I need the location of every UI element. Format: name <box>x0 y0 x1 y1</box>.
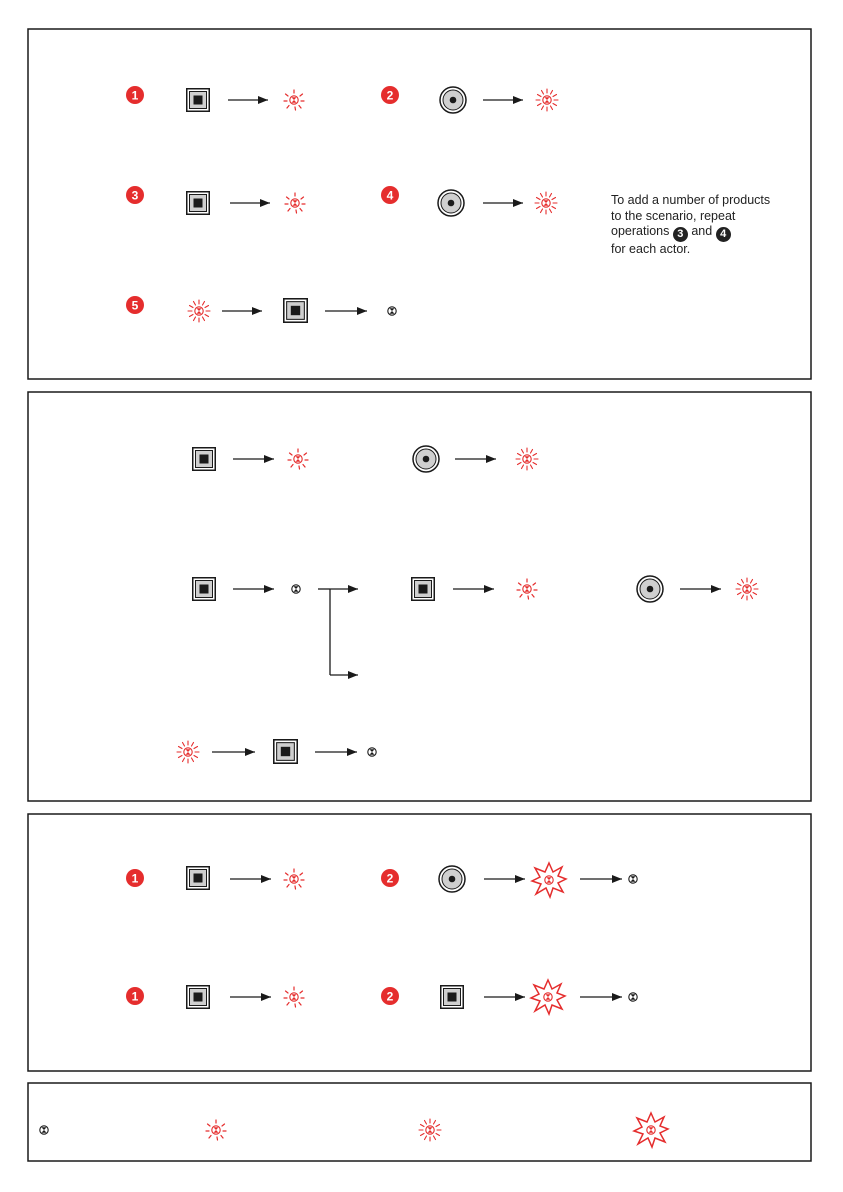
led-blink-slow-icon <box>284 869 304 889</box>
led-off-icon <box>388 307 396 315</box>
square-button-icon[interactable] <box>193 448 216 471</box>
step-badge <box>126 296 144 314</box>
led-blink-slow-icon <box>288 449 308 469</box>
step-badge <box>381 987 399 1005</box>
svg-text:4: 4 <box>386 188 394 203</box>
svg-text:2: 2 <box>386 871 394 886</box>
square-button-icon[interactable] <box>441 986 464 1009</box>
led-blink-fast-icon <box>188 300 210 322</box>
step-badge <box>381 186 399 204</box>
led-blink-slow-icon <box>517 579 537 599</box>
step-2 <box>381 86 558 113</box>
branch-connector <box>318 589 358 675</box>
step-badge <box>126 987 144 1005</box>
square-button-icon[interactable] <box>412 578 435 601</box>
step-badge <box>381 869 399 887</box>
step-badge <box>126 86 144 104</box>
led-blink-fast-icon <box>536 89 558 111</box>
note-line <box>611 224 811 242</box>
led-off-icon <box>629 875 637 883</box>
svg-text:2: 2 <box>386 989 394 1004</box>
round-button-icon[interactable] <box>637 576 663 602</box>
led-off-icon <box>368 748 376 756</box>
led-alarm-icon <box>532 863 566 897</box>
square-button-icon[interactable] <box>187 986 210 1009</box>
led-blink-fast-icon <box>736 578 758 600</box>
note-line: To add a number of products <box>611 193 771 207</box>
svg-text:3: 3 <box>131 188 139 203</box>
led-blink-fast-icon <box>419 1119 441 1141</box>
note-text: and <box>691 224 713 238</box>
square-button-icon[interactable] <box>274 740 297 763</box>
square-button-icon[interactable] <box>284 299 307 322</box>
round-button-icon[interactable] <box>413 446 439 472</box>
svg-text:1: 1 <box>131 989 139 1004</box>
step-badge <box>126 869 144 887</box>
square-button-icon[interactable] <box>187 192 210 215</box>
instruction-note <box>611 193 811 258</box>
led-off-icon <box>40 1126 48 1134</box>
square-button-icon[interactable] <box>187 867 210 890</box>
round-button-icon[interactable] <box>440 87 466 113</box>
step-5 <box>126 296 396 322</box>
panel-2 <box>28 392 811 801</box>
square-button-icon[interactable] <box>193 578 216 601</box>
led-blink-fast-icon <box>177 741 199 763</box>
legend-panel <box>28 1083 811 1161</box>
legend-frame <box>28 1083 811 1161</box>
led-off-icon <box>629 993 637 1001</box>
led-blink-slow-icon <box>206 1120 226 1140</box>
note-text: operations <box>611 224 670 238</box>
step-3 <box>126 186 305 214</box>
note-line: for each actor. <box>611 242 691 256</box>
led-blink-fast-icon <box>535 192 557 214</box>
svg-text:1: 1 <box>131 88 139 103</box>
step-badge: 3 <box>673 227 688 242</box>
led-alarm-icon <box>634 1113 668 1147</box>
led-blink-slow-icon <box>285 193 305 213</box>
svg-text:5: 5 <box>131 298 139 313</box>
step-4 <box>381 186 557 216</box>
panel-3 <box>28 814 811 1071</box>
led-off-icon <box>292 585 300 593</box>
step-badge: 4 <box>716 227 731 242</box>
svg-text:2: 2 <box>386 88 394 103</box>
step-badge <box>126 186 144 204</box>
led-blink-fast-icon <box>516 448 538 470</box>
round-button-icon[interactable] <box>439 866 465 892</box>
led-blink-slow-icon <box>284 987 304 1007</box>
square-button-icon[interactable] <box>187 89 210 112</box>
note-line: to the scenario, repeat <box>611 208 736 223</box>
step-badge <box>381 86 399 104</box>
panel-3-frame <box>28 814 811 1071</box>
step-1 <box>126 86 304 111</box>
led-alarm-icon <box>531 980 565 1014</box>
led-blink-slow-icon <box>284 90 304 110</box>
svg-text:1: 1 <box>131 871 139 886</box>
round-button-icon[interactable] <box>438 190 464 216</box>
